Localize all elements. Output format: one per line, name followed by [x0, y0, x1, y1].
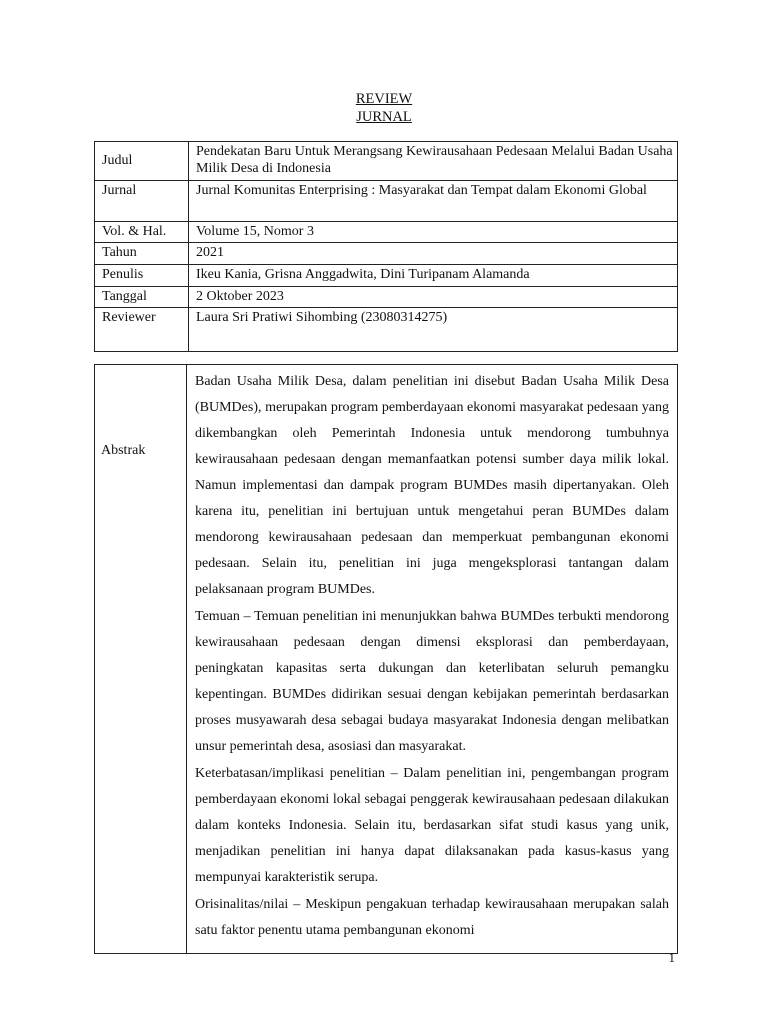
- row-label-tanggal: Tanggal: [95, 287, 189, 308]
- row-label-vol: Vol. & Hal.: [95, 222, 189, 243]
- row-value-reviewer: Laura Sri Pratiwi Sihombing (23080314275): [189, 308, 678, 352]
- table-row: [95, 222, 678, 243]
- title-line-jurnal: JURNAL: [356, 109, 412, 125]
- row-value-vol: Volume 15, Nomor 3: [189, 222, 678, 243]
- table-row: [95, 181, 678, 222]
- abstract-paragraph-temuan: Temuan – Temuan penelitian ini menunjukkan bahwa BUMDes terbukti mendorong kewirausahaan pedesaan dengan dimensi eksplorasi dan pemberdayaan, peningkatan kapasitas serta dukungan dan keterlibatan seluruh pemangku kepentingan. BUMDes didirikan sesuai dengan kebijakan pemerintah berdasarkan proses musyawarah desa sebagai budaya masyarakat Indonesia dengan melibatkan unsur pemerintah desa, asosiasi dan masyarakat.: [195, 609, 669, 754]
- table-row: [95, 243, 678, 265]
- row-value-jurnal: Jurnal Komunitas Enterprising : Masyarakat dan Tempat dalam Ekonomi Global: [189, 181, 678, 222]
- page-number: 1: [668, 950, 675, 965]
- table-row: [95, 265, 678, 287]
- row-label-tahun: Tahun: [95, 243, 189, 265]
- abstract-paragraph-intro: Badan Usaha Milik Desa, dalam penelitian ini disebut Badan Usaha Milik Desa (BUMDes), merupakan program pemberdayaan ekonomi masyarakat pedesaan yang dikembangkan oleh Pemerintah Indonesia untuk mendorong tumbuhnya kewirausahaan pedesaan dengan memanfaatkan potensi sumber daya milik lokal. Namun implementasi dan dampak program BUMDes masih dipertanyakan. Oleh karena itu, penelitian ini bertujuan untuk mengetahui peran BUMDes dalam mendorong kewirausahaan pedesaan dan memperkuat pembangunan ekonomi pedesaan. Selain itu, penelitian ini juga mengeksplorasi tantangan dalam pelaksanaan program BUMDes.: [195, 374, 669, 597]
- document-title: [0, 90, 768, 126]
- row-value-penulis: Ikeu Kania, Grisna Anggadwita, Dini Turipanam Alamanda: [189, 265, 678, 287]
- table-row: [95, 142, 678, 181]
- abstract-paragraph-orisinalitas: Orisinalitas/nilai – Meskipun pengakuan terhadap kewirausahaan merupakan salah satu faktor penentu utama pembangunan ekonomi: [195, 897, 669, 938]
- row-value-tahun: 2021: [189, 243, 678, 265]
- row-label-reviewer: Reviewer: [95, 308, 189, 352]
- abstract-label: Abstrak: [101, 443, 146, 458]
- abstract-label-cell: [95, 365, 187, 953]
- row-label-jurnal: Jurnal: [95, 181, 189, 222]
- title-line-review: REVIEW: [355, 91, 413, 107]
- abstract-section: [94, 364, 678, 954]
- row-label-penulis: Penulis: [95, 265, 189, 287]
- abstract-text: [195, 369, 669, 945]
- table-row: [95, 308, 678, 352]
- row-label-judul: Judul: [95, 142, 189, 181]
- table-row: [95, 287, 678, 308]
- row-value-judul: Pendekatan Baru Untuk Merangsang Kewirausahaan Pedesaan Melalui Badan Usaha Milik Desa di Indonesia: [189, 142, 678, 181]
- abstract-paragraph-keterbatasan: Keterbatasan/implikasi penelitian – Dalam penelitian ini, pengembangan program pemberdayaan ekonomi lokal sebagai penggerak kewirausahaan pedesaan dilakukan dalam konteks Indonesia. Selain itu, berdasarkan sifat studi kasus yang unik, menjadikan penelitian ini hanya dapat dilaksanakan pada kasus-kasus yang mempunyai karakteristik serupa.: [195, 766, 669, 885]
- journal-info-table: [94, 141, 678, 352]
- row-value-tanggal: 2 Oktober 2023: [189, 287, 678, 308]
